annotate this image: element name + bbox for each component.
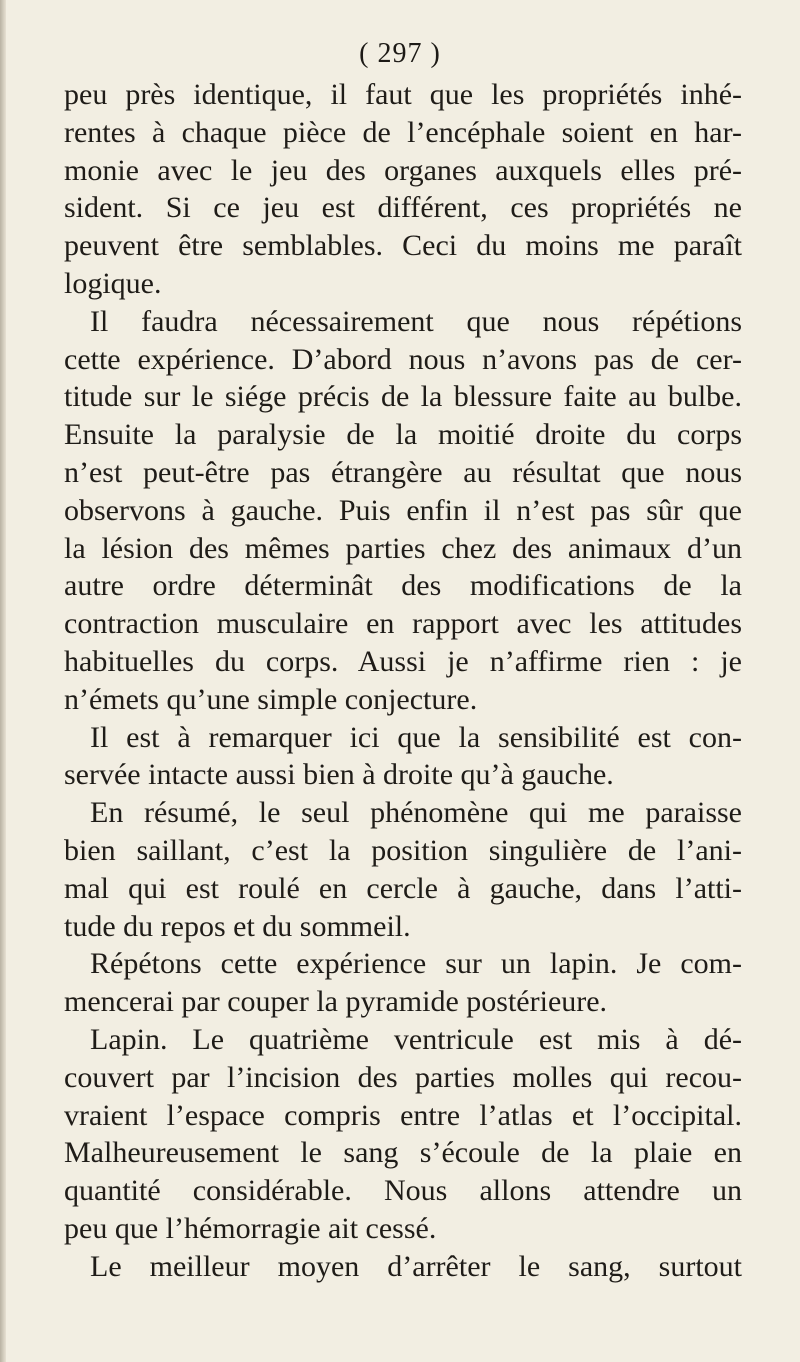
text-line: peuvent être semblables. Ceci du moins me paraît bbox=[64, 229, 742, 263]
body-text bbox=[64, 76, 742, 1286]
text-line: Lapin. Le quatrième ventricule est mis à dé- bbox=[90, 1022, 742, 1056]
text-line: habituelles du corps. Aussi je n’affirme rien : je bbox=[64, 644, 742, 678]
text-line: autre ordre déterminât des modifications de la bbox=[64, 569, 742, 603]
text-line: Il est à remarquer ici que la sensibilité est con- bbox=[90, 720, 742, 754]
text-line: observons à gauche. Puis enfin il n’est pas sûr que bbox=[64, 493, 742, 527]
text-line: n’émets qu’une simple conjecture. bbox=[64, 682, 478, 716]
text-line: servée intacte aussi bien à droite qu’à gauche. bbox=[64, 758, 614, 792]
text-line: Il faudra nécessairement que nous répétions bbox=[90, 304, 742, 338]
text-line: peu près identique, il faut que les propriétés inhé- bbox=[64, 78, 742, 111]
text-line: peu que l’hémorragie ait cessé. bbox=[64, 1211, 437, 1245]
text-line: Malheureusement le sang s’écoule de la plaie en bbox=[64, 1136, 742, 1170]
page-number: ( 297 ) bbox=[359, 38, 441, 69]
text-line: couvert par l’incision des parties molles qui recou- bbox=[64, 1060, 742, 1094]
text-line: quantité considérable. Nous allons attendre un bbox=[64, 1174, 742, 1208]
text-line: monie avec le jeu des organes auxquels elles pré- bbox=[64, 153, 742, 187]
text-line: contraction musculaire en rapport avec les attitudes bbox=[64, 607, 742, 641]
text-line: sident. Si ce jeu est différent, ces propriétés ne bbox=[64, 191, 742, 225]
text-line: mencerai par couper la pyramide postérieure. bbox=[64, 985, 608, 1019]
text-line: titude sur le siége précis de la blessure faite au bulbe. bbox=[64, 380, 742, 414]
text-line: rentes à chaque pièce de l’encéphale soient en har- bbox=[64, 115, 742, 149]
page-binding-edge bbox=[0, 0, 6, 1362]
text-line: mal qui est roulé en cercle à gauche, dans l’atti- bbox=[64, 871, 742, 905]
text-line: la lésion des mêmes parties chez des animaux d’un bbox=[64, 531, 742, 565]
text-line: En résumé, le seul phénomène qui me paraisse bbox=[90, 796, 742, 830]
text-line: tude du repos et du sommeil. bbox=[64, 909, 411, 943]
text-line: Répétons cette expérience sur un lapin. Je com- bbox=[90, 947, 742, 981]
text-line: Ensuite la paralysie de la moitié droite du corps bbox=[64, 418, 742, 452]
text-line: n’est peut-être pas étrangère au résultat que nous bbox=[64, 455, 742, 489]
text-line: Le meilleur moyen d’arrêter le sang, surtout bbox=[90, 1249, 742, 1283]
text-line: logique. bbox=[64, 266, 162, 300]
text-line: bien saillant, c’est la position singulière de l’ani- bbox=[64, 833, 742, 867]
text-line: vraient l’espace compris entre l’atlas et l’occipital. bbox=[64, 1098, 742, 1132]
text-line: cette expérience. D’abord nous n’avons pas de cer- bbox=[64, 342, 742, 376]
